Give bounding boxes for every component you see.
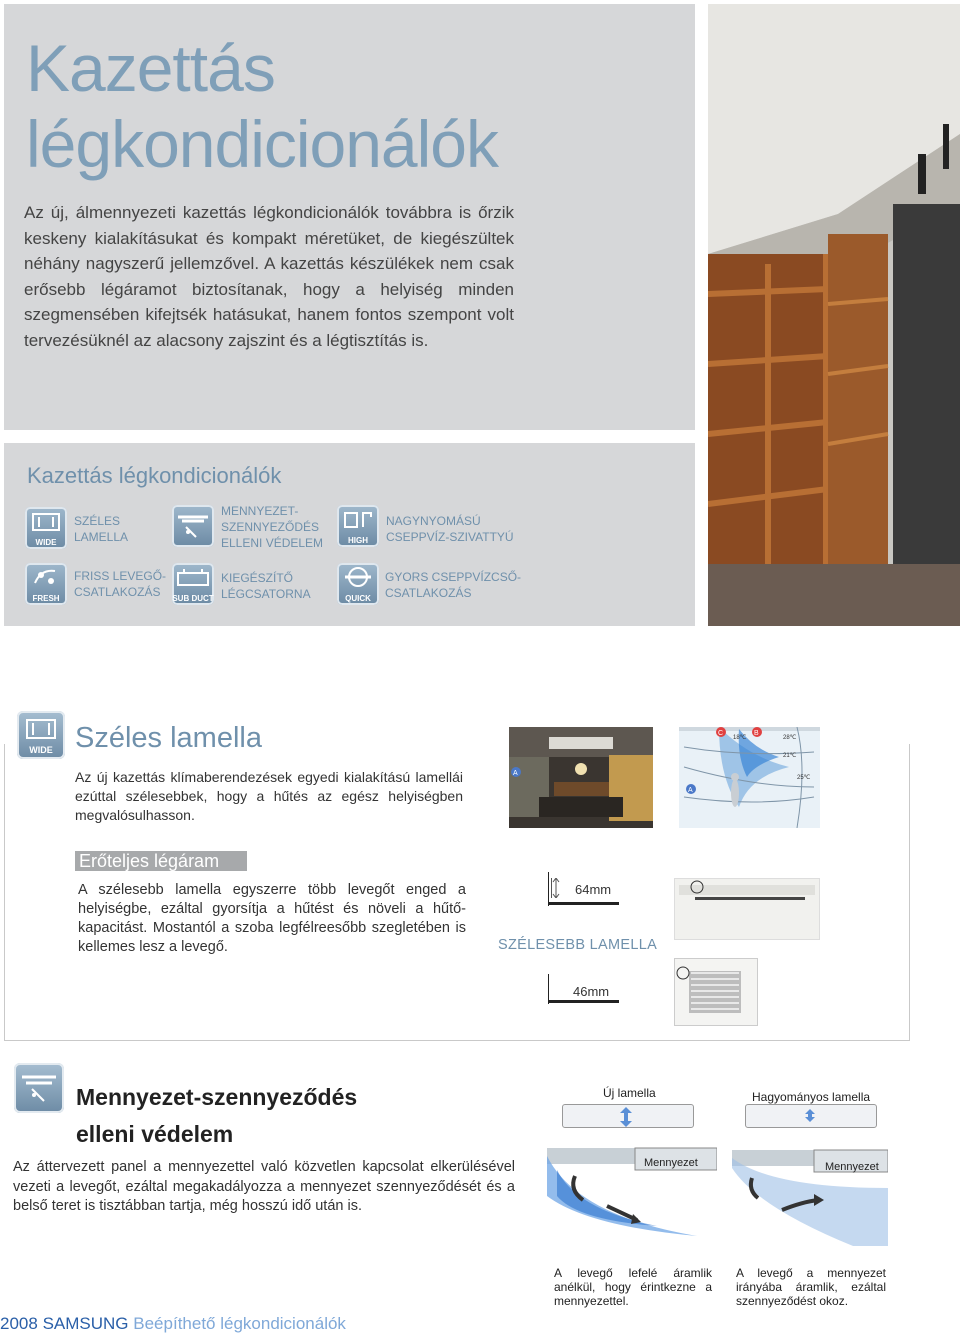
new-louver-caption: A levegő lefelé áramlik anélkül, hogy érintkezne a mennyezettel. [554, 1266, 712, 1308]
footer-year: 2008 [0, 1314, 38, 1333]
dim-arrow [551, 878, 566, 898]
footer [0, 1314, 346, 1334]
temp-label-2: 21℃ [783, 753, 797, 759]
new-louver-line [549, 902, 619, 905]
section-title [76, 1079, 357, 1153]
new-louver-dimension: 64mm [575, 882, 612, 897]
wide-tag: WIDE [29, 745, 53, 755]
old-louver-caption: A levegő a mennyezet irányába áramlik, ezáltal szennyeződést okoz. [736, 1266, 886, 1308]
section-text: Az áttervezett panel a mennyezettel való közvetlen kapcsolat elkerülésével vezeti a levegőt, ezáltal megakadályozza a mennyezet szennyeződését és a belső teret is tisztábban tartja, még hosszú idő után is. [13, 1159, 515, 1214]
page-title-line2: légkondicionálók [26, 107, 499, 181]
airflow-temperature-diagram [679, 727, 820, 828]
features-title: Kazettás légkondicionálók [27, 463, 282, 488]
wider-louver-label: SZÉLESEBB LAMELLA [498, 937, 658, 953]
section-title: Széles lamella [75, 722, 262, 754]
diagram-label-a: A [688, 787, 693, 794]
wide-icon-large [17, 711, 65, 759]
feature-quick-label [385, 569, 521, 601]
new-louver-graphic [562, 1104, 694, 1128]
feature-duct-label [221, 570, 311, 602]
sub-heading: Erőteljes légáram [75, 851, 247, 871]
fresh-tag: FRESH [32, 594, 60, 603]
diagram-label-c: C [718, 730, 724, 737]
sub-duct-tag: SUB DUCT [172, 594, 214, 603]
section-text: Az új kazettás klímaberendezések egyedi kialakítású lamellái ezúttal szélesebbek, hogy a hűtés az egész helyiségben megvalósulhasson. [75, 769, 463, 823]
fresh-icon [25, 563, 67, 605]
sub-paragraph: A szélesebb lamella egyszerre több levegőt enged a helyiségbe, ezáltal gyorsítja a hűtést és növeli a hűtő-kapacitást. Mostantól a szoba legfélreesőbb szegletében is kellemes lesz a levegő. [78, 882, 466, 955]
feature-label-line: LÉGCSATORNA [221, 587, 311, 601]
feature-label-line: SZÉLES [74, 514, 121, 528]
diagram-label-b: B [754, 730, 759, 737]
quick-icon [337, 563, 379, 605]
footer-subtitle: Beépíthető légkondicionálók [133, 1314, 346, 1333]
feature-wide-label [74, 513, 128, 545]
feature-anti-smudge-label [221, 503, 323, 551]
feature-label-line: CSATLAKOZÁS [74, 585, 161, 599]
old-louver-dimension: 46mm [573, 984, 610, 999]
cassette-unit-front [674, 958, 758, 1026]
temp-label-4: 28℃ [783, 735, 797, 741]
feature-label-line: KIEGÉSZÍTŐ [221, 571, 294, 585]
wide-icon [25, 507, 67, 549]
cassette-unit-side [674, 878, 820, 940]
section-title-line2: elleni védelem [76, 1121, 234, 1147]
feature-label-line: CSATLAKOZÁS [385, 586, 472, 600]
feature-label-line: MENNYEZET- [221, 504, 299, 518]
anti-smudge-icon-large [14, 1063, 64, 1113]
feature-label-line: ELLENI VÉDELEM [221, 536, 324, 550]
footer-brand: SAMSUNG [42, 1314, 129, 1333]
dining-room-photo [509, 727, 653, 828]
feature-label-line: LAMELLA [74, 530, 129, 544]
old-louver-label: Hagyományos lamella [752, 1090, 871, 1104]
feature-label-line: SZENNYEZŐDÉS [221, 520, 320, 534]
page-title [26, 30, 498, 182]
old-louver-line [549, 1000, 619, 1003]
quick-tag: QUICK [345, 594, 371, 603]
high-pump-icon [337, 505, 379, 547]
wide-tag: WIDE [35, 538, 57, 547]
feature-label-line: CSEPPVÍZ-SZIVATTYÚ [386, 530, 514, 544]
feature-label-line: NAGYNYOMÁSÚ [386, 514, 481, 528]
room-photo [708, 4, 960, 626]
temp-label-3: 25℃ [797, 775, 811, 781]
feature-label-line: GYORS CSEPPVÍZCSŐ- [385, 570, 522, 584]
intro-text: Az új, álmennyezeti kazettás légkondicionálók továbbra is őrzik keskeny kialakításukat és kompakt méretüket, de kiegészültek néhány nagyszerű jellemzővel. A kazettás készülékek nem csak erősebb légáramot biztosítanak, hogy a helyiség minden szegmensében kifejtsék hatásukat, hanem fontos szempont volt tervezésüknél az alacsony zajszint és a légtisztítás is. [24, 203, 514, 350]
new-louver-airflow [547, 1146, 717, 1244]
high-tag: HIGH [348, 536, 368, 545]
feature-pump-label [386, 513, 514, 545]
page-title-line1: Kazettás [26, 31, 275, 105]
sub-duct-icon [172, 563, 214, 605]
section-title-line1: Mennyezet-szennyeződés [76, 1084, 358, 1110]
room-label-a: A [513, 770, 518, 777]
new-louver-box [548, 872, 623, 906]
temp-label-1: 18℃ [733, 735, 747, 741]
anti-smudge-icon [172, 505, 214, 547]
old-louver-airflow [732, 1148, 888, 1246]
ceiling-label: Mennyezet [825, 1161, 879, 1173]
new-louver-label: Új lamella [603, 1086, 656, 1100]
feature-label-line: FRISS LEVEGŐ- [74, 569, 167, 583]
old-louver-graphic [745, 1104, 877, 1128]
old-louver-box [548, 974, 623, 1004]
ceiling-label: Mennyezet [644, 1157, 698, 1169]
feature-fresh-label [74, 568, 166, 600]
